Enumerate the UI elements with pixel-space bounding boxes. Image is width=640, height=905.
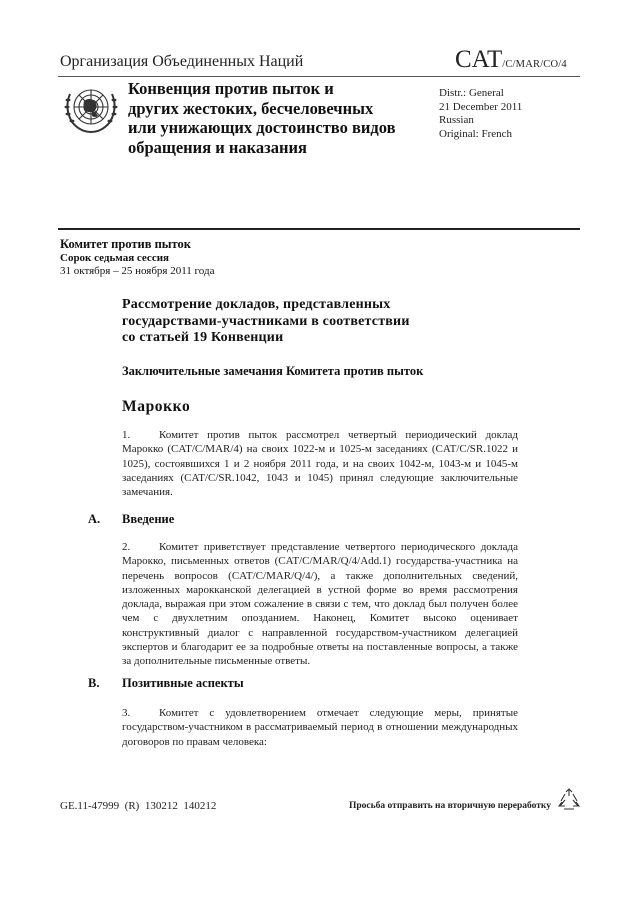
paragraph-number: 2.: [122, 541, 131, 553]
section-letter: A.: [88, 512, 101, 526]
document-subheading: Заключительные замечания Комитета против пыток: [122, 364, 424, 378]
heading-line: со статьей 19 Конвенции: [122, 330, 284, 345]
title-line: обращения и наказания: [128, 137, 307, 157]
paragraph-text: Комитет с удовлетворением отмечает следующие меры, принятые государством-участником в рассматриваемый период в отношении международных договоров по правам человека:: [122, 707, 518, 748]
paragraph-3: [122, 706, 518, 749]
un-emblem-icon: [62, 80, 120, 136]
distribution-info: [439, 87, 522, 141]
section-title: Позитивные аспекты: [122, 676, 244, 690]
header-heavy-divider: [58, 228, 580, 230]
committee-name: Комитет против пыток: [60, 237, 191, 251]
heading-line: государствами-участниками в соответствии: [122, 313, 410, 329]
section-letter: B.: [88, 676, 100, 690]
job-number: GE.11-47999 (R) 130212 140212: [60, 800, 217, 812]
distribution-date: 21 December 2011: [439, 100, 523, 113]
distribution-status: Distr.: General: [439, 87, 504, 99]
organization-name: Организация Объединенных Наций: [60, 53, 304, 70]
distribution-language: Russian: [439, 114, 474, 126]
title-line: или унижающих достоинство видов: [128, 118, 396, 137]
committee-dates: 31 октября – 25 ноября 2011 года: [60, 265, 215, 277]
section-title: Введение: [122, 512, 175, 526]
paragraph-2: [122, 540, 518, 669]
title-line: других жестоких, бесчеловечных: [128, 98, 374, 118]
recycle-note: Просьба отправить на вторичную переработку: [349, 801, 551, 811]
original-language: Original: French: [439, 127, 513, 140]
section-a-heading: [88, 512, 174, 527]
paragraph-number: 3.: [122, 707, 131, 719]
header-divider: [58, 76, 580, 77]
paragraph-text: Комитет против пыток рассмотрел четвертый периодический доклад Марокко (CAT/C/MAR/4) на своих 1022-м и 1025-м заседаниях (CAT/C/SR.1022 и 1025), состоявшихся 1 и 2 ноября 2011 года, и на своих 1042-м, 1043-м и 1045-м заседаниях (CAT/C/SR.1042, 1043 и 1045) принял следующие заключительные замечания.: [122, 429, 518, 499]
document-heading: [122, 297, 482, 347]
country-heading: Марокко: [122, 398, 191, 415]
symbol-main: CAT: [455, 46, 503, 73]
paragraph-text: Комитет приветствует представление четвертого периодического доклада Марокко, письменных ответов (CAT/C/MAR/Q/4/Add.1) государства-участника на перечень вопросов (CAT/C/MAR/Q/4/), а также дополнительных сведений, изложенных марокканской делегацией в устной форме во время рассмотрения доклада, выражая при этом сожаление в связи с тем, что доклад был получен более чем с двухлетним опозданием. Наконец, Комитет высоко оценивает конструктивный диалог с направленной государством-участником делегацией экспертов и благодарит ее за подробные ответы на поставленные вопросы, а также за дополнительные письменные ответы.: [122, 541, 518, 668]
recycle-icon: [558, 788, 580, 812]
committee-session: Сорок седьмая сессия: [60, 252, 169, 264]
paragraph-1: [122, 428, 518, 499]
title-line: Конвенция против пыток и: [128, 79, 334, 98]
convention-title: [128, 79, 428, 157]
document-symbol: [455, 46, 567, 74]
paragraph-number: 1.: [122, 429, 131, 441]
heading-line: Рассмотрение докладов, представленных: [122, 297, 391, 312]
committee-info: [60, 237, 214, 278]
section-b-heading: [88, 676, 244, 691]
symbol-sub: /C/MAR/CO/4: [502, 59, 567, 70]
